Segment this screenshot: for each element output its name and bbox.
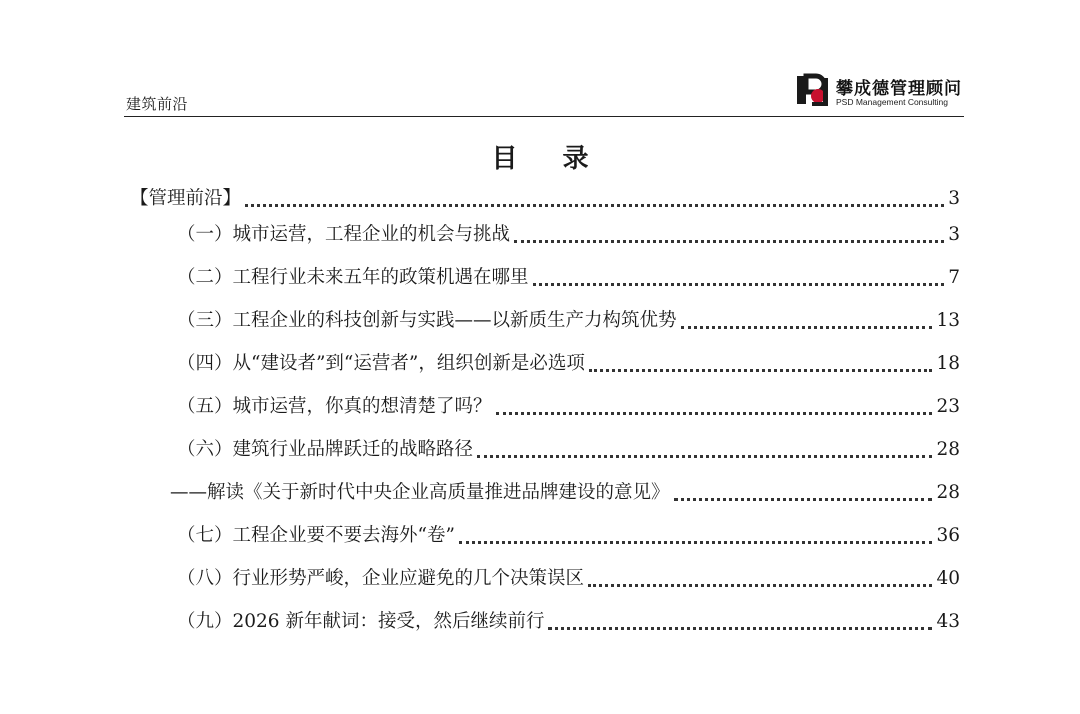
logo-company-name: 攀成德管理顾问 (836, 79, 962, 99)
toc-entry-title: （四）从“建设者”到“运营者”，组织创新是必选项 (177, 353, 585, 374)
toc-leader-dots (674, 498, 933, 501)
toc-leader-dots (589, 369, 933, 372)
toc-entry-title: （一）城市运营，工程企业的机会与挑战 (177, 224, 511, 245)
toc-entry-page: 28 (936, 482, 960, 503)
toc-entry-title: （六）建筑行业品牌跃迁的战略路径 (177, 439, 474, 460)
toc-entry[interactable] (170, 480, 960, 506)
toc-entry-page: 28 (936, 439, 960, 460)
toc-entry[interactable] (177, 523, 960, 549)
psd-logo-icon (796, 72, 830, 108)
toc-entry[interactable] (177, 265, 960, 291)
toc-leader-dots (245, 204, 944, 207)
toc-entry-page: 43 (936, 611, 960, 632)
toc-entry[interactable] (130, 186, 960, 212)
toc-entry[interactable] (177, 308, 960, 334)
toc-leader-dots (588, 584, 932, 587)
toc-entry-title: ——解读《关于新时代中央企业高质量推进品牌建设的意见》 (170, 482, 670, 503)
toc-entry-title: （七）工程企业要不要去海外“卷” (177, 525, 455, 546)
toc-entry-page: 23 (936, 396, 960, 417)
toc-entry[interactable] (177, 222, 960, 248)
toc-entry-title: （三）工程企业的科技创新与实践——以新质生产力构筑优势 (177, 310, 677, 331)
toc-entry-page: 40 (936, 568, 960, 589)
toc-entry-page: 3 (948, 188, 960, 209)
toc-entry-title: （九）2026 新年献词：接受，然后继续前行 (177, 611, 545, 632)
toc-entry[interactable] (177, 609, 960, 635)
toc-title: 目 录 (491, 144, 607, 174)
toc-leader-dots (548, 627, 932, 630)
toc-entry-title: （八）行业形势严峻，企业应避免的几个决策误区 (177, 568, 585, 589)
company-logo (796, 72, 966, 112)
toc-entry[interactable] (177, 437, 960, 463)
section-title: 建筑前沿 (126, 95, 189, 113)
toc-leader-dots (496, 412, 933, 415)
toc-entry-title: （二）工程行业未来五年的政策机遇在哪里 (177, 267, 529, 288)
toc-entry-page: 18 (936, 353, 960, 374)
toc-leader-dots (459, 541, 933, 544)
toc-entry-title: 【管理前沿】 (130, 188, 242, 209)
toc-entry[interactable] (177, 566, 960, 592)
toc-leader-dots (514, 240, 944, 243)
toc-leader-dots (533, 283, 945, 286)
toc-leader-dots (477, 455, 932, 458)
logo-company-name-en: PSD Management Consulting (836, 97, 948, 107)
header-divider (124, 116, 964, 117)
toc-entry-page: 3 (948, 224, 960, 245)
toc-entry-page: 13 (936, 310, 960, 331)
toc-entry[interactable] (177, 351, 960, 377)
toc-entry-title: （五）城市运营，你真的想清楚了吗？ (177, 396, 492, 417)
toc-entry-page: 7 (948, 267, 960, 288)
toc-leader-dots (681, 326, 933, 329)
toc-entry-page: 36 (936, 525, 960, 546)
toc-entry[interactable] (177, 394, 960, 420)
